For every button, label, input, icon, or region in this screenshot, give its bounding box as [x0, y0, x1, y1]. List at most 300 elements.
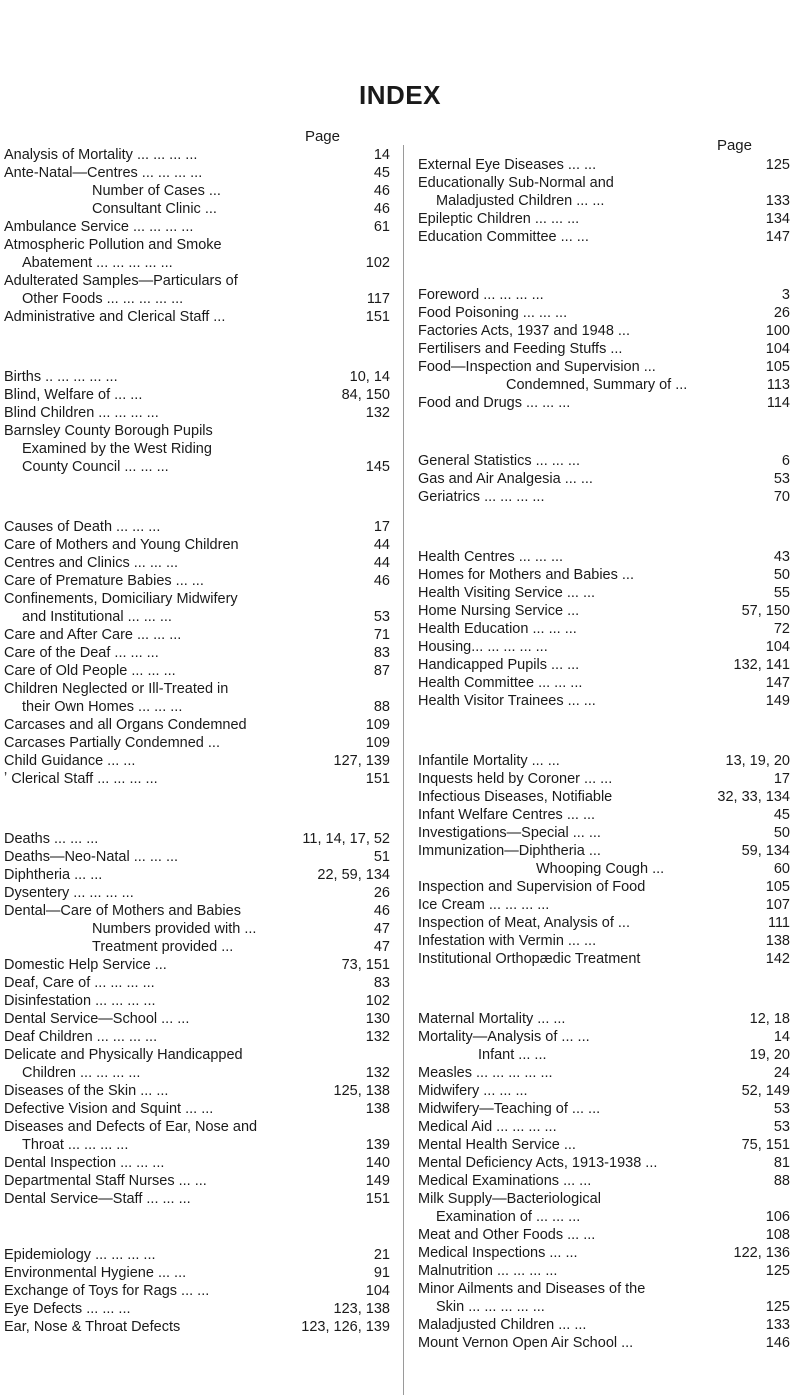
index-entry-label: Health Visitor Trainees ... ... — [418, 693, 596, 709]
index-entry-label: Adulterated Samples—Particulars of — [4, 273, 238, 289]
index-entry-label: Deaths—Neo-Natal ... ... ... — [4, 849, 179, 865]
index-entry — [0, 146, 390, 164]
index-entry-pages: 113 — [766, 377, 790, 393]
index-entry-label: Domestic Help Service ... — [4, 957, 167, 973]
index-entry — [408, 1010, 790, 1028]
index-entry-pages: 10, 14 — [349, 369, 390, 385]
index-entry-pages: 125, 138 — [333, 1083, 390, 1099]
index-entry-label: Measles ... ... ... ... ... — [418, 1065, 553, 1081]
page-column-header: Page — [304, 128, 340, 145]
index-entry — [0, 938, 390, 956]
index-entry-label: Dental Service—Staff ... ... ... — [4, 1191, 191, 1207]
index-entry-pages: 91 — [373, 1265, 390, 1281]
index-entry — [408, 192, 790, 210]
index-entry-label: Health Visiting Service ... ... — [418, 585, 596, 601]
index-entry-pages: 140 — [365, 1155, 390, 1171]
index-entry-label: Care of Mothers and Young Children — [4, 537, 239, 553]
index-entry-label: Dental Inspection ... ... ... — [4, 1155, 165, 1171]
index-entry-label: Institutional Orthopædic Treatment — [418, 951, 641, 967]
index-entry-label: Maladjusted Children ... ... — [436, 193, 605, 209]
index-entry-pages: 125 — [765, 157, 790, 173]
index-entry — [408, 638, 790, 656]
index-entry-label: Food—Inspection and Supervision ... — [418, 359, 656, 375]
index-entry-label: County Council ... ... ... — [22, 459, 169, 475]
index-entry — [0, 368, 390, 386]
index-entry-pages: 149 — [765, 693, 790, 709]
index-entry — [0, 662, 390, 680]
index-entry-pages: 53 — [773, 1119, 790, 1135]
index-entry-pages: 59, 134 — [741, 843, 790, 859]
index-entry-label: Abatement ... ... ... ... ... — [22, 255, 173, 271]
index-entry-label: Examination of ... ... ... — [436, 1209, 581, 1225]
index-entry-label: Ambulance Service ... ... ... ... — [4, 219, 194, 235]
index-entry-label: Number of Cases ... — [92, 183, 221, 199]
index-entry-label: Immunization—Diphtheria ... — [418, 843, 601, 859]
index-entry — [0, 182, 390, 200]
index-entry — [0, 848, 390, 866]
index-entry-label: Midwifery ... ... ... — [418, 1083, 528, 1099]
index-entry — [408, 950, 790, 968]
index-entry — [408, 1118, 790, 1136]
index-entry-label: Epidemiology ... ... ... ... — [4, 1247, 156, 1263]
index-entry — [0, 272, 390, 290]
index-entry-label: Geriatrics ... ... ... ... — [418, 489, 545, 505]
index-entry-pages: 111 — [767, 915, 790, 931]
index-entry-pages: 46 — [373, 903, 390, 919]
index-entry-label: General Statistics ... ... ... — [418, 453, 580, 469]
index-entry-label: Housing... ... ... ... ... — [418, 639, 548, 655]
index-entry — [0, 920, 390, 938]
index-entry-pages: 138 — [365, 1101, 390, 1117]
index-entry — [408, 322, 790, 340]
index-entry — [408, 358, 790, 376]
index-entry-label: Carcases Partially Condemned ... — [4, 735, 220, 751]
index-entry-pages: 109 — [365, 717, 390, 733]
index-entry-label: Infestation with Vermin ... ... — [418, 933, 597, 949]
index-entry-pages: 133 — [765, 193, 790, 209]
index-entry-pages: 147 — [765, 675, 790, 691]
index-entry — [0, 1010, 390, 1028]
index-entry-label: Medical Aid ... ... ... ... — [418, 1119, 557, 1135]
index-entry-label: Numbers provided with ... — [92, 921, 257, 937]
column-divider — [403, 145, 404, 1395]
index-entry-label: Food Poisoning ... ... ... — [418, 305, 568, 321]
index-entry — [0, 752, 390, 770]
index-entry-pages: 139 — [365, 1137, 390, 1153]
index-entry-pages: 60 — [773, 861, 790, 877]
index-entry — [0, 644, 390, 662]
index-entry-pages: 73, 151 — [341, 957, 390, 973]
index-entry-label: Midwifery—Teaching of ... ... — [418, 1101, 601, 1117]
index-entry — [0, 1300, 390, 1318]
index-entry-label: Atmospheric Pollution and Smoke — [4, 237, 222, 253]
index-entry — [408, 878, 790, 896]
index-entry — [408, 394, 790, 412]
index-entry — [408, 304, 790, 322]
index-entry-label: Treatment provided ... — [92, 939, 234, 955]
index-entry-label: External Eye Diseases ... ... — [418, 157, 597, 173]
index-entry-pages: 45 — [373, 165, 390, 181]
index-entry-pages: 13, 19, 20 — [725, 753, 790, 769]
index-entry — [0, 626, 390, 644]
index-entry-label: Throat ... ... ... ... — [22, 1137, 129, 1153]
index-entry — [408, 1172, 790, 1190]
index-entry-label: Milk Supply—Bacteriological — [418, 1191, 601, 1207]
index-entry-pages: 123, 126, 139 — [301, 1319, 390, 1335]
index-entry — [408, 1136, 790, 1154]
index-entry-label: Ear, Nose & Throat Defects — [4, 1319, 181, 1335]
index-entry — [0, 518, 390, 536]
index-entry-pages: 102 — [365, 993, 390, 1009]
index-entry-pages: 14 — [373, 147, 390, 163]
index-entry-pages: 132 — [365, 1065, 390, 1081]
index-entry — [408, 752, 790, 770]
index-entry-pages: 142 — [765, 951, 790, 967]
index-entry-label: Investigations—Special ... ... — [418, 825, 601, 841]
index-entry — [408, 1334, 790, 1352]
index-entry-label: Diseases of the Skin ... ... — [4, 1083, 169, 1099]
index-entry — [0, 1100, 390, 1118]
index-entry-label: Diphtheria ... ... — [4, 867, 103, 883]
index-entry — [0, 1172, 390, 1190]
index-entry-label: Mount Vernon Open Air School ... — [418, 1335, 634, 1351]
index-entry-pages: 122, 136 — [733, 1245, 790, 1261]
index-entry-pages: 46 — [373, 201, 390, 217]
index-entry — [0, 404, 390, 422]
index-entry-label: Deaf Children ... ... ... ... — [4, 1029, 158, 1045]
index-entry-pages: 109 — [365, 735, 390, 751]
index-entry-label: Exchange of Toys for Rags ... ... — [4, 1283, 210, 1299]
index-entry-label: Foreword ... ... ... ... — [418, 287, 544, 303]
index-entry — [0, 770, 390, 788]
index-entry-label: Mental Health Service ... — [418, 1137, 576, 1153]
index-entry-pages: 44 — [373, 555, 390, 571]
index-entry-label: Home Nursing Service ... — [418, 603, 580, 619]
index-entry-label: Analysis of Mortality ... ... ... ... — [4, 147, 198, 163]
index-entry-pages: 75, 151 — [741, 1137, 790, 1153]
index-entry-pages: 104 — [365, 1283, 390, 1299]
index-entry-label: Malnutrition ... ... ... ... — [418, 1263, 558, 1279]
index-entry-label: Delicate and Physically Handicapped — [4, 1047, 243, 1063]
index-entry-pages: 125 — [765, 1263, 790, 1279]
index-entry-pages: 50 — [773, 825, 790, 841]
index-entry-label: their Own Homes ... ... ... — [22, 699, 183, 715]
index-entry-label: Dental Service—School ... ... — [4, 1011, 190, 1027]
index-entry — [408, 210, 790, 228]
index-entry-label: Maladjusted Children ... ... — [418, 1317, 587, 1333]
index-entry-pages: 108 — [765, 1227, 790, 1243]
index-entry-label: Care and After Care ... ... ... — [4, 627, 182, 643]
index-entry-label: Inspection of Meat, Analysis of ... — [418, 915, 630, 931]
index-entry — [0, 164, 390, 182]
index-entry-label: Factories Acts, 1937 and 1948 ... — [418, 323, 630, 339]
index-entry-pages: 50 — [773, 567, 790, 583]
index-entry-label: Dysentery ... ... ... ... — [4, 885, 134, 901]
index-entry — [408, 1298, 790, 1316]
index-entry-pages: 51 — [373, 849, 390, 865]
index-entry-pages: 127, 139 — [333, 753, 390, 769]
index-entry-label: Blind Children ... ... ... ... — [4, 405, 159, 421]
index-entry-pages: 132, 141 — [733, 657, 790, 673]
index-entry-label: Children Neglected or Ill-Treated in — [4, 681, 229, 697]
index-entry — [0, 422, 390, 440]
index-entry-label: Departmental Staff Nurses ... ... — [4, 1173, 207, 1189]
index-entry-pages: 132 — [365, 1029, 390, 1045]
index-entry — [0, 716, 390, 734]
index-entry — [0, 236, 390, 254]
index-entry-pages: 138 — [765, 933, 790, 949]
index-entry-label: Food and Drugs ... ... ... — [418, 395, 571, 411]
index-entry-label: ʼ Clerical Staff ... ... ... ... — [4, 771, 158, 787]
index-entry-label: Fertilisers and Feeding Stuffs ... — [418, 341, 623, 357]
index-entry-label: Maternal Mortality ... ... — [418, 1011, 566, 1027]
index-entry — [0, 902, 390, 920]
index-entry — [408, 1154, 790, 1172]
index-entry-pages: 104 — [765, 341, 790, 357]
index-entry — [408, 584, 790, 602]
index-entry — [408, 932, 790, 950]
index-entry — [0, 554, 390, 572]
index-entry-label: Administrative and Clerical Staff ... — [4, 309, 226, 325]
index-entry — [0, 992, 390, 1010]
index-entry — [408, 842, 790, 860]
index-entry — [408, 174, 790, 192]
index-entry — [0, 308, 390, 326]
index-entry — [408, 452, 790, 470]
index-entry-pages: 47 — [373, 921, 390, 937]
index-entry — [0, 1154, 390, 1172]
index-entry-label: Medical Examinations ... ... — [418, 1173, 592, 1189]
index-entry-label: Medical Inspections ... ... — [418, 1245, 578, 1261]
index-entry-pages: 72 — [773, 621, 790, 637]
index-entry — [0, 884, 390, 902]
index-entry-label: Children ... ... ... ... — [22, 1065, 141, 1081]
index-entry — [408, 1208, 790, 1226]
index-entry-label: Handicapped Pupils ... ... — [418, 657, 580, 673]
index-entry — [408, 1100, 790, 1118]
index-entry — [0, 698, 390, 716]
index-entry-label: Infectious Diseases, Notifiable — [418, 789, 613, 805]
index-entry — [408, 824, 790, 842]
index-entry — [408, 1280, 790, 1298]
index-entry — [408, 806, 790, 824]
index-entry-label: and Institutional ... ... ... — [22, 609, 172, 625]
index-entry-pages: 55 — [773, 585, 790, 601]
index-entry — [0, 590, 390, 608]
index-entry-pages: 151 — [365, 1191, 390, 1207]
index-entry — [0, 866, 390, 884]
index-entry-label: Condemned, Summary of ... — [506, 377, 688, 393]
index-entry — [408, 692, 790, 710]
index-entry — [0, 1118, 390, 1136]
index-entry — [408, 896, 790, 914]
index-entry-pages: 61 — [373, 219, 390, 235]
index-entry-label: Centres and Clinics ... ... ... — [4, 555, 179, 571]
index-entry-pages: 46 — [373, 573, 390, 589]
index-entry-pages: 32, 33, 134 — [717, 789, 790, 805]
index-entry-pages: 123, 138 — [333, 1301, 390, 1317]
index-entry-pages: 105 — [765, 879, 790, 895]
index-entry-pages: 12, 18 — [749, 1011, 790, 1027]
index-entry-pages: 83 — [373, 645, 390, 661]
index-entry-label: Gas and Air Analgesia ... ... — [418, 471, 593, 487]
index-entry-pages: 6 — [781, 453, 790, 469]
index-entry — [0, 1190, 390, 1208]
index-entry-pages: 146 — [765, 1335, 790, 1351]
index-entry-pages: 105 — [765, 359, 790, 375]
index-entry — [408, 1028, 790, 1046]
index-entry-label: Births .. ... ... ... ... — [4, 369, 118, 385]
index-entry-label: Environmental Hygiene ... ... — [4, 1265, 187, 1281]
index-entry — [408, 1316, 790, 1334]
index-entry-label: Health Education ... ... ... — [418, 621, 577, 637]
index-entry-pages: 21 — [373, 1247, 390, 1263]
index-entry-label: Homes for Mothers and Babies ... — [418, 567, 634, 583]
index-entry — [0, 956, 390, 974]
index-entry-pages: 43 — [773, 549, 790, 565]
index-entry — [408, 860, 790, 878]
index-entry-label: Care of Old People ... ... ... — [4, 663, 176, 679]
index-entry-pages: 17 — [373, 519, 390, 535]
index-entry-label: Epileptic Children ... ... ... — [418, 211, 580, 227]
index-entry — [408, 488, 790, 506]
index-entry-pages: 147 — [765, 229, 790, 245]
index-entry-pages: 53 — [773, 1101, 790, 1117]
index-entry-pages: 88 — [373, 699, 390, 715]
index-entry-label: Ice Cream ... ... ... ... — [418, 897, 550, 913]
index-entry-pages: 26 — [373, 885, 390, 901]
index-entry — [408, 1262, 790, 1280]
index-entry-label: Deaf, Care of ... ... ... ... — [4, 975, 155, 991]
page-column-header: Page — [716, 137, 752, 154]
index-entry-label: Deaths ... ... ... — [4, 831, 99, 847]
index-entry — [0, 974, 390, 992]
index-entry-pages: 52, 149 — [741, 1083, 790, 1099]
index-entry — [0, 1028, 390, 1046]
index-entry-label: Whooping Cough ... — [536, 861, 665, 877]
index-entry-label: Blind, Welfare of ... ... — [4, 387, 143, 403]
index-entry-label: Causes of Death ... ... ... — [4, 519, 161, 535]
index-entry — [408, 286, 790, 304]
index-entry-label: Ante-Natal—Centres ... ... ... ... — [4, 165, 203, 181]
index-entry — [408, 1082, 790, 1100]
index-entry-pages: 106 — [765, 1209, 790, 1225]
index-entry — [0, 572, 390, 590]
index-entry-label: Education Committee ... ... — [418, 229, 589, 245]
index-entry-pages: 46 — [373, 183, 390, 199]
index-entry — [0, 1082, 390, 1100]
index-entry — [408, 620, 790, 638]
index-entry-pages: 17 — [773, 771, 790, 787]
index-entry — [408, 376, 790, 394]
index-entry — [408, 674, 790, 692]
index-entry — [408, 228, 790, 246]
index-entry — [408, 656, 790, 674]
index-entry — [408, 566, 790, 584]
index-entry-pages: 151 — [365, 309, 390, 325]
index-entry-pages: 71 — [373, 627, 390, 643]
index-entry-label: Minor Ailments and Diseases of the — [418, 1281, 646, 1297]
index-entry — [0, 680, 390, 698]
index-entry — [408, 156, 790, 174]
index-entry — [0, 440, 390, 458]
index-entry-label: Infant ... ... — [478, 1047, 547, 1063]
index-entry-pages: 134 — [765, 211, 790, 227]
index-entry-label: Health Centres ... ... ... — [418, 549, 564, 565]
index-entry-label: Care of the Deaf ... ... ... — [4, 645, 159, 661]
index-entry-label: Eye Defects ... ... ... — [4, 1301, 131, 1317]
index-entry-label: Other Foods ... ... ... ... ... — [22, 291, 184, 307]
index-entry-pages: 125 — [765, 1299, 790, 1315]
index-entry-label: Inspection and Supervision of Food — [418, 879, 646, 895]
index-entry — [0, 254, 390, 272]
index-entry-label: Examined by the West Riding — [22, 441, 212, 457]
index-entry-label: Health Committee ... ... ... — [418, 675, 583, 691]
index-entry-label: Infant Welfare Centres ... ... — [418, 807, 596, 823]
index-entry — [408, 914, 790, 932]
index-entry-pages: 117 — [366, 291, 390, 307]
index-entry — [408, 1226, 790, 1244]
index-entry-label: Defective Vision and Squint ... ... — [4, 1101, 214, 1117]
index-entry-pages: 81 — [773, 1155, 790, 1171]
index-entry-label: Disinfestation ... ... ... ... — [4, 993, 156, 1009]
index-entry-pages: 102 — [365, 255, 390, 271]
index-entry-pages: 87 — [373, 663, 390, 679]
index-entry-pages: 53 — [773, 471, 790, 487]
index-entry — [0, 200, 390, 218]
index-entry — [0, 830, 390, 848]
index-entry-label: Mortality—Analysis of ... ... — [418, 1029, 590, 1045]
index-entry-label: Confinements, Domiciliary Midwifery — [4, 591, 238, 607]
index-entry-pages: 44 — [373, 537, 390, 553]
index-entry-label: Carcases and all Organs Condemned — [4, 717, 247, 733]
index-entry — [0, 1246, 390, 1264]
index-entry-label: Meat and Other Foods ... ... — [418, 1227, 596, 1243]
index-entry-pages: 3 — [781, 287, 790, 303]
index-entry — [0, 608, 390, 626]
index-entry — [408, 1190, 790, 1208]
index-entry — [408, 340, 790, 358]
index-entry — [0, 290, 390, 308]
index-entry-pages: 57, 150 — [741, 603, 790, 619]
index-entry — [0, 1318, 390, 1336]
index-entry — [408, 1244, 790, 1262]
index-entry — [0, 536, 390, 554]
index-entry-pages: 151 — [365, 771, 390, 787]
index-entry-label: Inquests held by Coroner ... ... — [418, 771, 613, 787]
index-entry-pages: 53 — [373, 609, 390, 625]
index-entry-pages: 149 — [365, 1173, 390, 1189]
index-entry-pages: 22, 59, 134 — [317, 867, 390, 883]
index-entry-pages: 130 — [365, 1011, 390, 1027]
index-entry-pages: 70 — [773, 489, 790, 505]
index-entry-pages: 84, 150 — [341, 387, 390, 403]
index-entry — [408, 1064, 790, 1082]
page-title: INDEX — [359, 80, 441, 110]
index-entry — [0, 1046, 390, 1064]
index-entry-pages: 19, 20 — [749, 1047, 790, 1063]
index-entry — [408, 770, 790, 788]
index-entry-label: Child Guidance ... ... — [4, 753, 136, 769]
index-entry-pages: 26 — [773, 305, 790, 321]
index-entry — [408, 788, 790, 806]
index-entry — [408, 470, 790, 488]
index-entry-pages: 11, 14, 17, 52 — [302, 831, 390, 847]
index-entry-label: Skin ... ... ... ... ... — [436, 1299, 545, 1315]
index-entry-pages: 83 — [373, 975, 390, 991]
index-entry-pages: 145 — [365, 459, 390, 475]
index-entry-label: Care of Premature Babies ... ... — [4, 573, 204, 589]
